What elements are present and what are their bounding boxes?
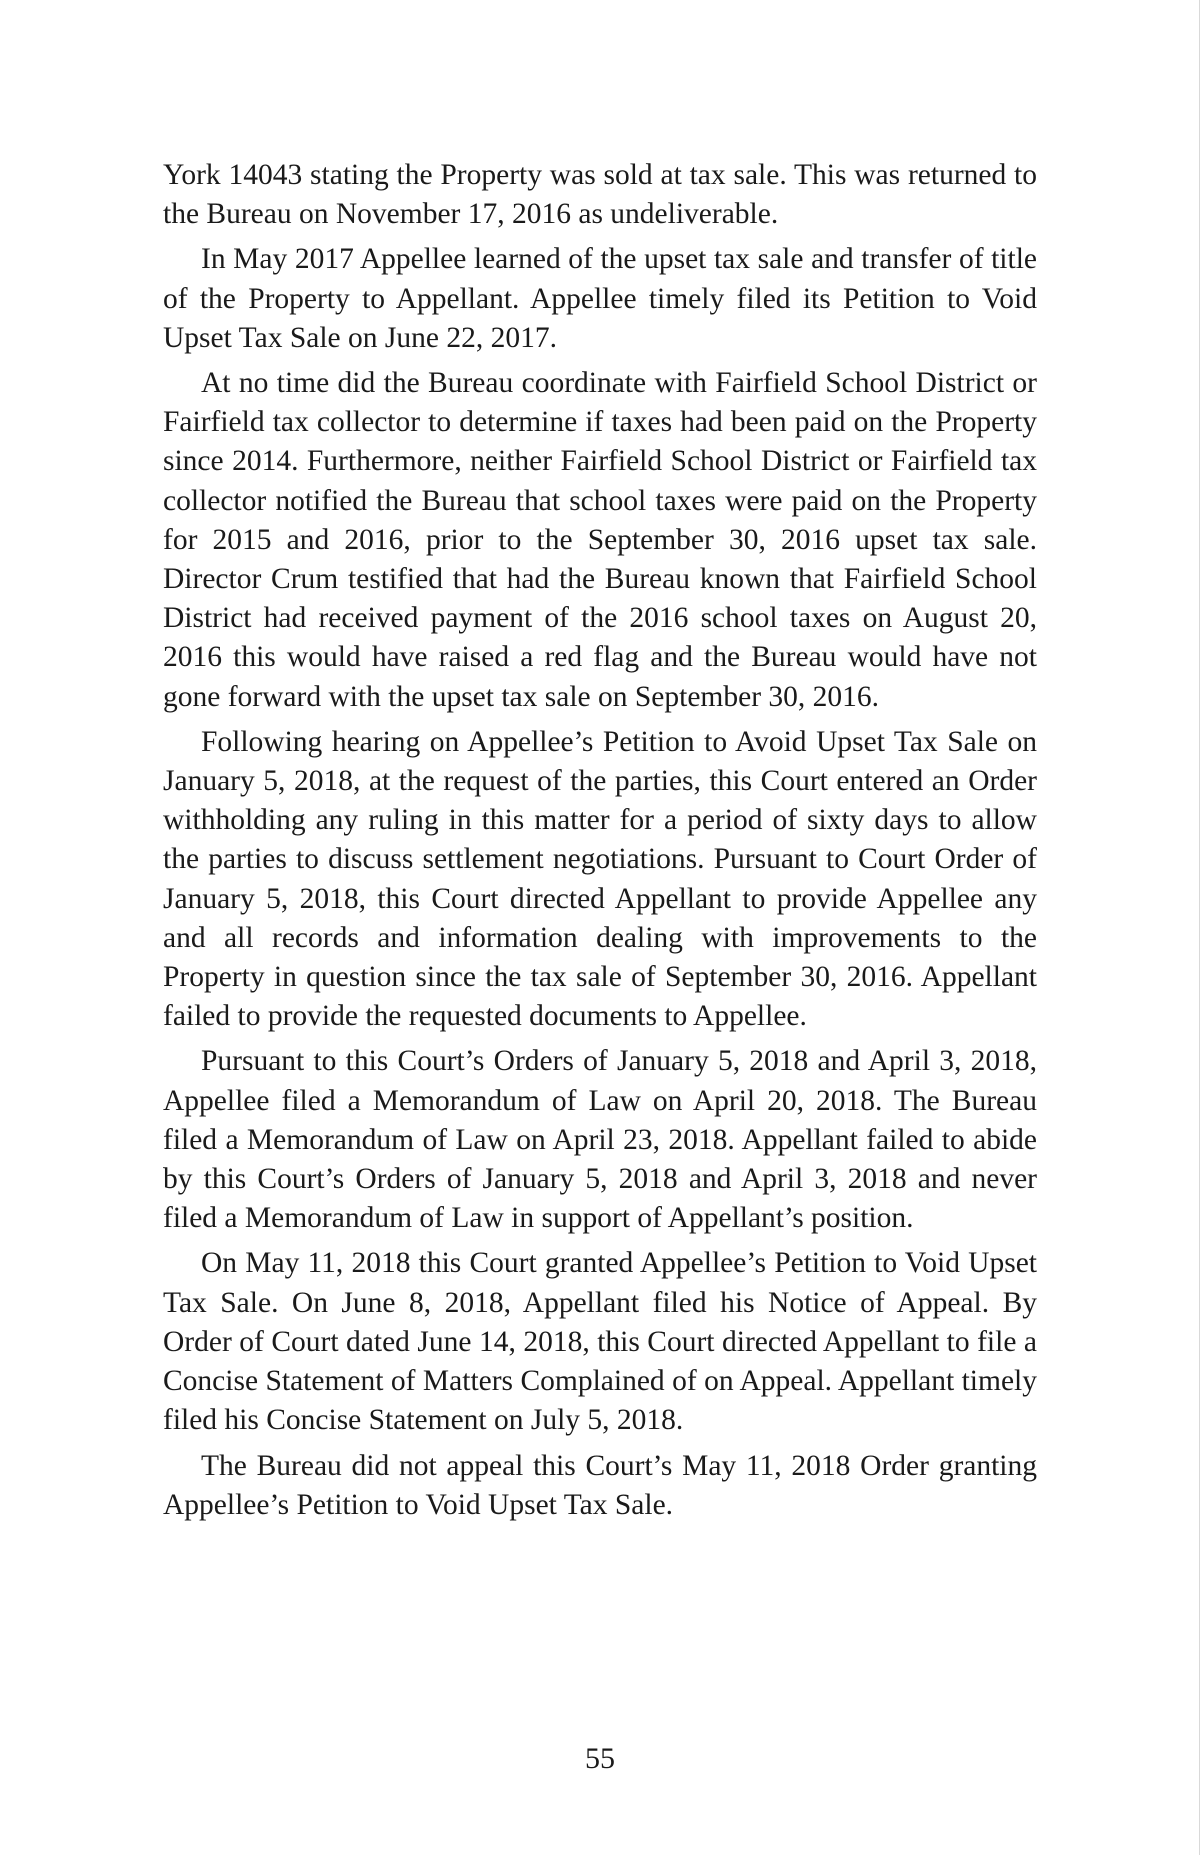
paragraph: At no time did the Bureau coordinate with Fairfield School District or Fairfield tax collector to determine if taxes had been paid on the Property since 2014. Furthermore, neither Fairfield School District or Fairfield tax collector notified the Bureau that school taxes were paid on the Property for 2015 and 2016, prior to the September 30, 2016 upset tax sale. Director Crum testified that had the Bureau known that Fairfield School District had received payment of the 2016 school taxes on August 20, 2016 this would have raised a red flag and the Bureau would have not gone forward with the upset tax sale on September 30, 2016.: [163, 367, 1037, 713]
page-number: 55: [585, 1742, 615, 1775]
paragraph-continued: York 14043 stating the Property was sold at tax sale. This was returned to the Bureau on November 17, 2016 as undeliverable.: [163, 159, 1037, 231]
body-text: [163, 156, 1037, 1531]
paragraph: Following hearing on Appellee’s Petition to Avoid Upset Tax Sale on January 5, 2018, at the request of the parties, this Court entered an Order withholding any ruling in this matter for a period of sixty days to allow the parties to discuss settlement negotiations. Pursuant to Court Order of January 5, 2018, this Court directed Appellant to provide Appellee any and all records and information dealing with improvements to the Property in question since the tax sale of September 30, 2016. Appellant failed to provide the requested documents to Appellee.: [163, 725, 1037, 1033]
paragraph: Pursuant to this Court’s Orders of January 5, 2018 and April 3, 2018, Appellee filed a Memorandum of Law on April 20, 2018. The Bureau filed a Memorandum of Law on April 23, 2018. Appellant failed to abide by this Court’s Orders of January 5, 2018 and April 3, 2018 and never filed a Memorandum of Law in support of Appellant’s position.: [163, 1045, 1037, 1235]
paragraph: In May 2017 Appellee learned of the upset tax sale and transfer of title of the Property to Appellant. Appellee timely filed its Petition to Void Upset Tax Sale on June 22, 2017.: [163, 243, 1037, 354]
paragraph: On May 11, 2018 this Court granted Appellee’s Petition to Void Upset Tax Sale. On June 8, 2018, Appellant filed his Notice of Appeal. By Order of Court dated June 14, 2018, this Court directed Appellant to file a Concise Statement of Matters Complained of on Appeal. Appellant timely filed his Concise Statement on July 5, 2018.: [163, 1247, 1037, 1437]
paragraph: The Bureau did not appeal this Court’s May 11, 2018 Order granting Appellee’s Petition to Void Upset Tax Sale.: [163, 1449, 1037, 1521]
